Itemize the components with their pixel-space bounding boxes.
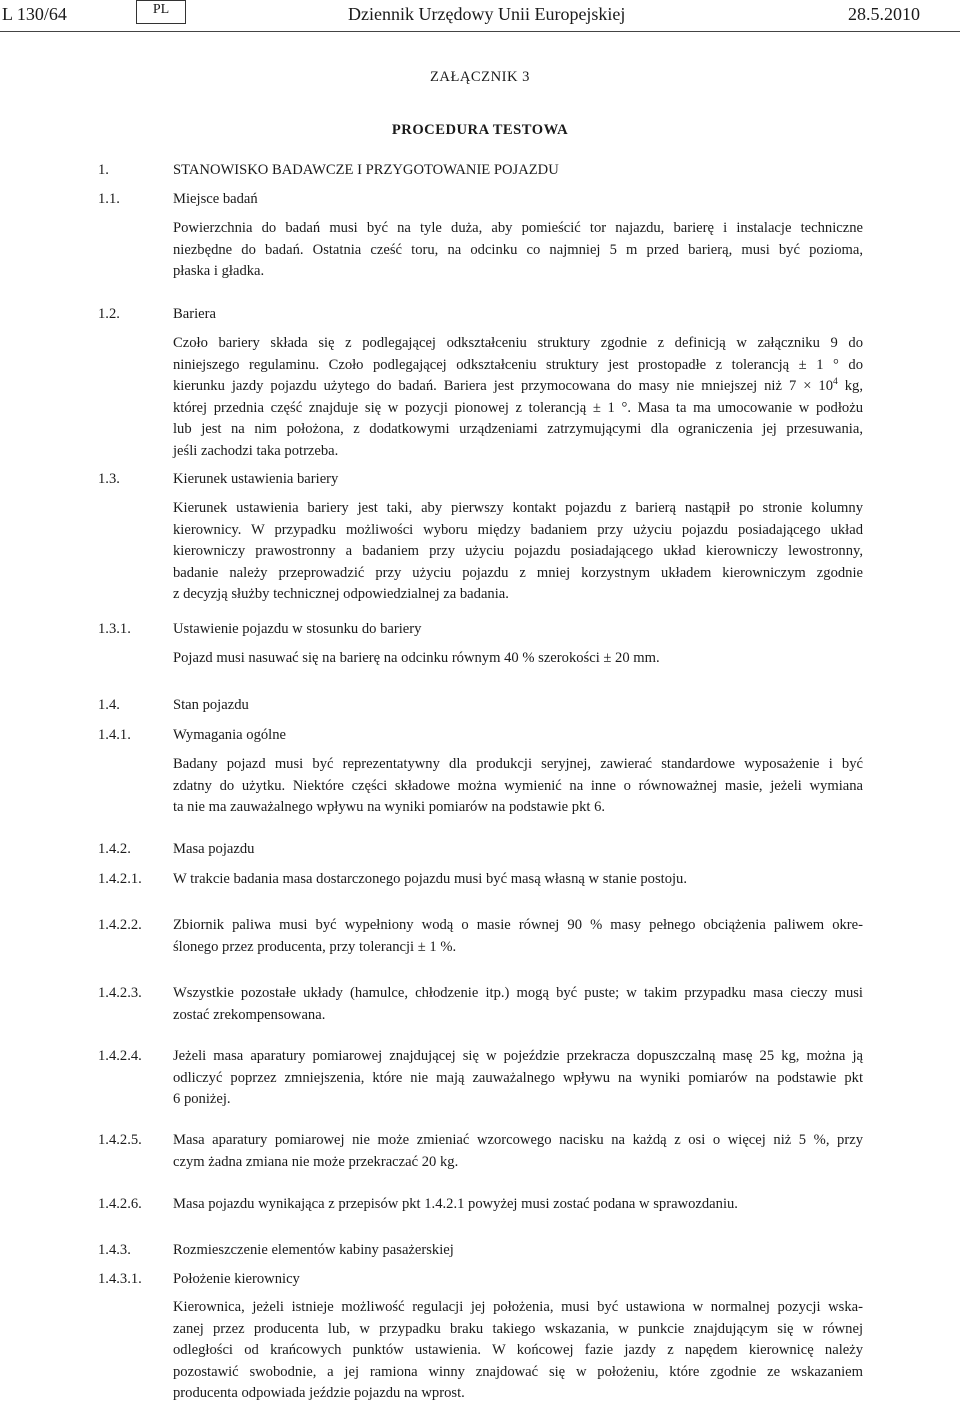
paragraph-line: czym żadna zmiana nie może przekraczać 20 kg. [173,1153,459,1170]
paragraph-line: niezbędne do badań. Ostatnia cześć toru, na odcinku co najmniej 5 m przed barierą, musi być pozioma, [173,241,863,258]
paragraph-line: ślonego przez producenta, przy tolerancji ± 1 %. [173,938,457,955]
paragraph-line: Powierzchnia do badań musi być na tyle duża, aby pomieścić tor najazdu, barierę i instalacje techniczne [173,220,863,236]
paragraph-line: Zbiornik paliwa musi być wypełniony wodą o masie równej 90 % masy pełnego obciążenia paliwem okre- [173,917,863,933]
paragraph [173,869,863,891]
section-number: 1.4.2. [98,841,131,857]
paragraph [173,648,863,670]
procedure-title: PROCEDURA TESTOWA [391,122,569,138]
paragraph [173,1194,863,1216]
paragraph-line: zdatny do użytku. Niektóre części składowe można wymienić na inne o równoważnej masie, jeżeli wymiana [173,777,863,794]
paragraph-line: lub jest na nim położona, z dodatkowymi urządzeniami zatrzymującymi dla ograniczenia jej przesuwania, [173,421,863,437]
section-heading: Rozmieszczenie elementów kabiny pasażerskiej [173,1242,454,1258]
paragraph-line-with-exponent [173,376,863,398]
paragraph [173,218,863,283]
section-number: 1.2. [98,306,120,322]
section-number: 1.4.2.4. [98,1048,142,1064]
paragraph-line: pozostawić swobodnie, a jej ramiona winny znajdować się w położeniu, które zgodnie ze wskazaniem [173,1363,863,1380]
section-number: 1.3. [98,471,120,487]
paragraph [173,754,863,819]
paragraph-line: 6 poniżej. [173,1091,231,1107]
paragraph-line: ta nie ma zauważalnego wpływu na wyniki pomiarów na podstawie pkt 6. [173,799,606,815]
paragraph-line: Czoło bariery składa się z podlegającej odkształceniu struktury zgodnie z definicją w załączniku 9 do [173,335,863,351]
section-number: 1.4. [98,697,120,713]
paragraph-line: jeśli zachodzi taka potrzeba. [173,442,339,459]
exponent: 4 [833,377,838,387]
paragraph-line: kierowniczy prawostronny a badaniem przy użyciu pojazdu posiadającego układ kierowniczy lewostronny, [173,543,863,559]
paragraph [173,915,863,958]
annex-title: ZAŁĄCZNIK 3 [430,69,530,85]
publication-date: 28.5.2010 [848,4,920,24]
paragraph [173,1130,863,1173]
paragraph-line: płaska i gładka. [173,263,265,279]
paragraph [173,1046,863,1111]
section-number: 1.4.2.3. [98,985,142,1001]
paragraph [173,498,863,606]
paragraph-line: Pojazd musi nasuwać się na barierę na odcinku równym 40 % szerokości ± 20 mm. [173,650,660,666]
section-number: 1.4.2.5. [98,1132,142,1148]
paragraph-line: zostać zrekompensowana. [173,1006,326,1023]
paragraph-line: badanie należy przeprowadzić przy użyciu pojazdu z mniej korzystnym układem kierowniczym zgodnie [173,564,863,581]
paragraph-line: niniejszego regulaminu. Czoło podlegającej odkształceniu struktury jest prostopadłe z tolerancją ± 1 ° do [173,356,863,373]
paragraph-line: odległości od krańcowych punktów ustawienia. W końcowej fazie jazdy z napędem kierownicę należy [173,1342,863,1358]
section-number: 1.3.1. [98,621,131,637]
paragraph-line: której przednia część znajduje się w pozycji pionowej z tolerancją ± 1 °. Masa ta ma umocowanie w podłożu [173,399,863,416]
paragraph-line: Kierownica, jeżeli istnieje możliwość regulacji jej położenia, musi być ustawiona w normalnej pozycji wska- [173,1299,863,1315]
section-number: 1.4.2.6. [98,1196,142,1212]
paragraph-line: Jeżeli masa aparatury pomiarowej znajdującej się w pojeździe przekracza dopuszczalną masę 25 kg, można ją [173,1048,863,1064]
paragraph [173,1297,863,1405]
paragraph-line: Badany pojazd musi być reprezentatywny dla produkcji seryjnej, zawierać standardowe wyposażenie i być [173,756,863,772]
section-number: 1.1. [98,191,120,207]
header-rule [0,31,960,32]
page-reference: L 130/64 [2,4,67,24]
section-heading: Ustawienie pojazdu w stosunku do bariery [173,621,422,637]
section-heading: Kierunek ustawienia bariery [173,471,339,487]
paragraph-line: Wszystkie pozostałe układy (hamulce, chłodzenie itp.) mogą być puste; w takim przypadku masa cieczy musi [173,985,863,1001]
section-number: 1.4.2.2. [98,917,142,933]
paragraph-line: z decyzją służby technicznej odpowiedzialnej za badania. [173,586,509,602]
paragraph [173,333,863,462]
paragraph-line: kierownicy. W przypadku możliwości wyboru między badaniem przy użyciu pojazdu posiadającego układ [173,521,863,538]
section-number: 1.4.3.1. [98,1271,142,1287]
paragraph-line: producenta odpowiada jeździe pojazdu na wprost. [173,1385,465,1401]
section-heading: Masa pojazdu [173,841,255,857]
section-heading: Bariera [173,306,216,322]
paragraph-line: Masa aparatury pomiarowej nie może zmieniać wzorcowego nacisku na każdą z osi o więcej niż 5 %, przy [173,1132,863,1148]
paragraph-line: odliczyć poprzez zmniejszenia, które nie mają zauważalnego wpływu na wyniki pomiarów na podstawie pkt [173,1069,863,1086]
paragraph [173,983,863,1026]
section-number: 1.4.3. [98,1242,131,1258]
journal-header [0,0,960,32]
journal-title: Dziennik Urzędowy Unii Europejskiej [348,4,626,24]
paragraph-line: W trakcie badania masa dostarczonego pojazdu musi być masą własną w stanie postoju. [173,871,688,887]
section-heading: Wymagania ogólne [173,727,286,743]
language-badge [136,0,186,24]
section-number: 1. [98,162,109,178]
paragraph-text: kierunku jazdy pojazdu użytego do badań. Bariera jest przymocowana do masy nie mniejszej niż 7 × 10 [173,378,834,394]
paragraph-line: Masa pojazdu wynikająca z przepisów pkt 1.4.2.1 powyżej musi zostać podana w sprawozdaniu. [173,1196,738,1212]
language-code: PL [152,2,170,17]
section-heading: Położenie kierownicy [173,1271,300,1287]
section-number: 1.4.2.1. [98,871,142,887]
section-number: 1.4.1. [98,727,131,743]
paragraph-line: Kierunek ustawienia bariery jest taki, aby pierwszy kontakt pojazdu z barierą nastąpił po stronie kolumny [173,500,863,516]
section-heading: Miejsce badań [173,191,258,207]
section-heading: STANOWISKO BADAWCZE I PRZYGOTOWANIE POJAZDU [173,162,559,178]
paragraph-line: zanej przez producenta lub, w przypadku braku takiego wskazania, w punkcie znajdującym się w równej [173,1320,863,1337]
paragraph-text: kg, [844,378,863,394]
section-heading: Stan pojazdu [173,697,249,713]
